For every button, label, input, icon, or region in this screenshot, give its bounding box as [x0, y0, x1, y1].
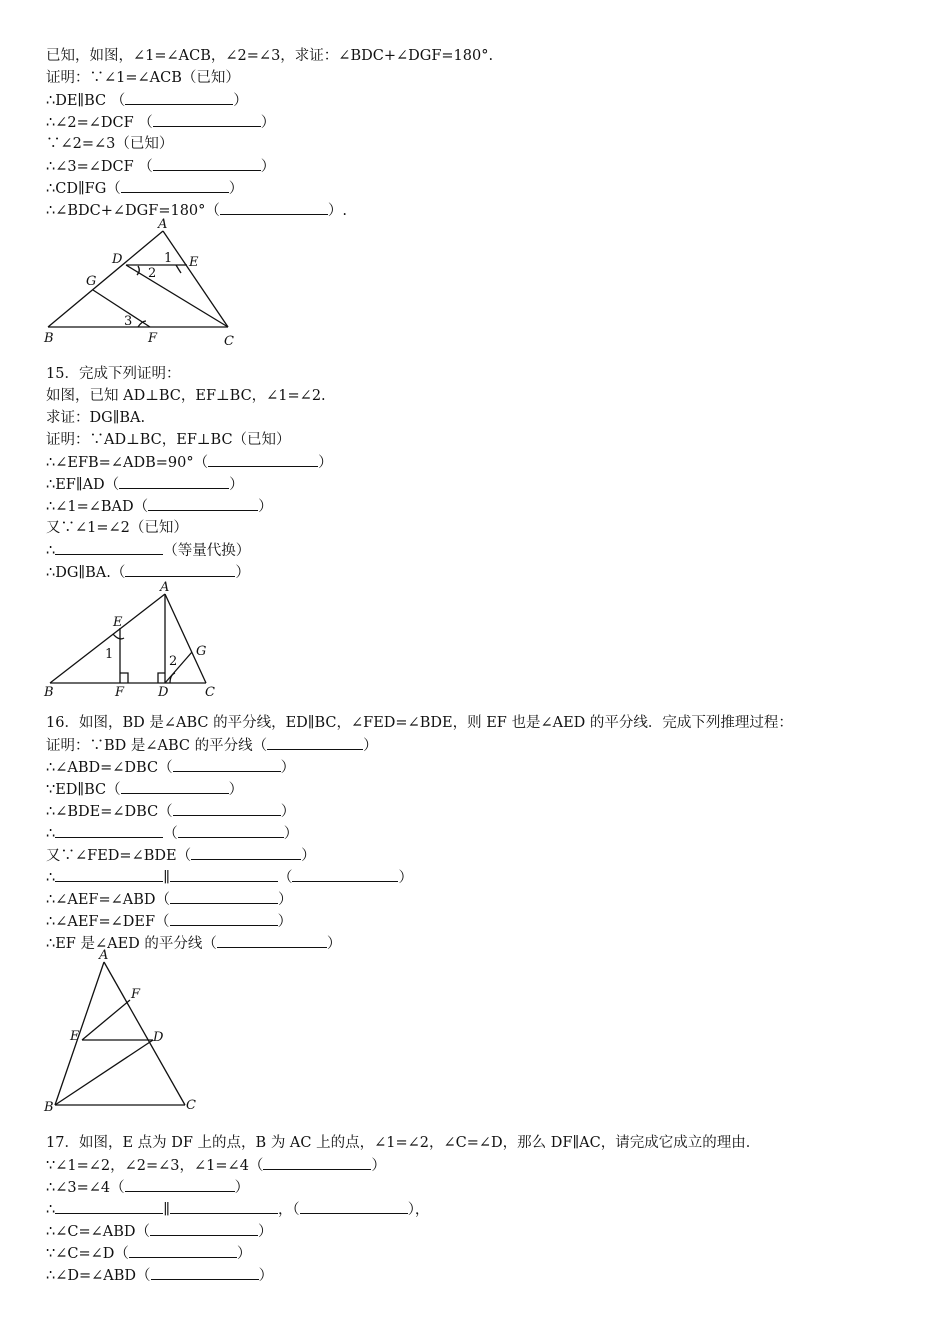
- p14-given: 已知，如图，∠1=∠ACB，∠2=∠3，求证：∠BDC+∠DGF=180°.: [46, 48, 494, 64]
- p16-step: ∴ ∥ （ ）: [46, 867, 413, 887]
- p16-step: ∴∠BDE=∠DBC（ ）: [46, 801, 295, 821]
- svg-text:C: C: [224, 334, 234, 349]
- answer-blank[interactable]: [170, 1199, 278, 1214]
- p15-step: ∴∠1=∠BAD（ ）: [46, 496, 273, 516]
- svg-text:B: B: [44, 1100, 54, 1115]
- answer-blank[interactable]: [150, 1221, 258, 1236]
- svg-text:C: C: [186, 1098, 196, 1113]
- p16-step: ∵ED∥BC（ ）: [46, 779, 243, 799]
- svg-text:F: F: [115, 685, 125, 700]
- p15-proof-start: 证明：∵AD⊥BC，EF⊥BC（已知）: [46, 432, 291, 448]
- svg-text:G: G: [196, 644, 207, 659]
- p15-given: 如图，已知 AD⊥BC，EF⊥BC，∠1=∠2.: [46, 388, 326, 404]
- svg-text:E: E: [70, 1029, 80, 1044]
- p14-step: ∴DE∥BC （ ）: [46, 90, 248, 110]
- p17-step: ∵∠C=∠D（ ）: [46, 1243, 251, 1263]
- p14-step: ∴CD∥FG（ ）: [46, 178, 243, 198]
- p15-step: ∴ （等量代换）: [46, 540, 250, 560]
- p16-title: 16．如图，BD 是∠ABC 的平分线，ED∥BC，∠FED=∠BDE，则 EF 也是∠AED 的平分线．完成下列推理过程：: [46, 715, 793, 731]
- svg-text:3: 3: [124, 314, 133, 329]
- p15-title: 15．完成下列证明：: [46, 366, 181, 382]
- answer-blank[interactable]: [300, 1199, 408, 1214]
- svg-text:B: B: [44, 331, 54, 346]
- svg-text:F: F: [148, 331, 158, 346]
- p14-proof-start: 证明：∵∠1=∠ACB（已知）: [46, 70, 240, 86]
- svg-text:A: A: [160, 580, 170, 595]
- answer-blank[interactable]: [55, 1199, 163, 1214]
- svg-text:1: 1: [105, 647, 114, 662]
- svg-text:B: B: [44, 685, 54, 700]
- p16-step: ∴∠ABD=∠DBC（ ）: [46, 757, 295, 777]
- p15-step: 又∵∠1=∠2（已知）: [46, 520, 188, 536]
- answer-blank[interactable]: [151, 1265, 259, 1280]
- answer-blank[interactable]: [129, 1243, 237, 1258]
- svg-text:D: D: [112, 252, 123, 267]
- svg-text:1: 1: [164, 251, 173, 266]
- svg-text:E: E: [189, 255, 199, 270]
- svg-text:C: C: [205, 685, 215, 700]
- p15-prove: 求证：DG∥BA.: [46, 410, 146, 426]
- p14-step: ∵∠2=∠3（已知）: [46, 136, 174, 152]
- svg-text:2: 2: [169, 654, 178, 669]
- svg-text:A: A: [158, 217, 168, 232]
- p17-step: ∴∠D=∠ABD（ ）: [46, 1265, 273, 1285]
- svg-text:G: G: [86, 274, 97, 289]
- p17-step: ∴∠C=∠ABD（ ）: [46, 1221, 273, 1241]
- answer-blank[interactable]: [263, 1155, 371, 1170]
- p17-step: ∵∠1=∠2，∠2=∠3，∠1=∠4（ ）: [46, 1155, 386, 1175]
- p15-step: ∴∠EFB=∠ADB=90°（ ）: [46, 452, 333, 472]
- p16-step: ∴∠AEF=∠DEF（ ）: [46, 911, 292, 931]
- p15-step: ∴EF∥AD（ ）: [46, 474, 244, 494]
- answer-blank[interactable]: [125, 1177, 235, 1192]
- p16-step: 又∵∠FED=∠BDE（ ）: [46, 845, 316, 865]
- p16-step: ∴EF 是∠AED 的平分线（ ）: [46, 933, 341, 953]
- p16-step: ∴∠AEF=∠ABD（ ）: [46, 889, 293, 909]
- p17-title: 17．如图，E 点为 DF 上的点，B 为 AC 上的点，∠1=∠2，∠C=∠D，那么 DF∥AC，请完成它成立的理由．: [46, 1135, 761, 1151]
- p17-step: ∴ ∥ ，（ ），: [46, 1199, 429, 1219]
- p16-step: 证明：∵BD 是∠ABC 的平分线（ ）: [46, 735, 378, 755]
- p14-step: ∴∠BDC+∠DGF=180°（ ）.: [46, 200, 347, 220]
- svg-text:A: A: [99, 948, 109, 963]
- p17-step: ∴∠3=∠4（ ）: [46, 1177, 249, 1197]
- p15-step: ∴DG∥BA.（ ）: [46, 562, 250, 582]
- p14-step: ∴∠3=∠DCF （ ）: [46, 156, 275, 176]
- svg-text:2: 2: [148, 266, 157, 281]
- svg-text:E: E: [113, 615, 123, 630]
- svg-text:F: F: [131, 987, 141, 1002]
- p14-step: ∴∠2=∠DCF （ ）: [46, 112, 275, 132]
- svg-text:D: D: [153, 1030, 164, 1045]
- svg-text:D: D: [158, 685, 169, 700]
- p16-step: ∴ （ ）: [46, 823, 298, 843]
